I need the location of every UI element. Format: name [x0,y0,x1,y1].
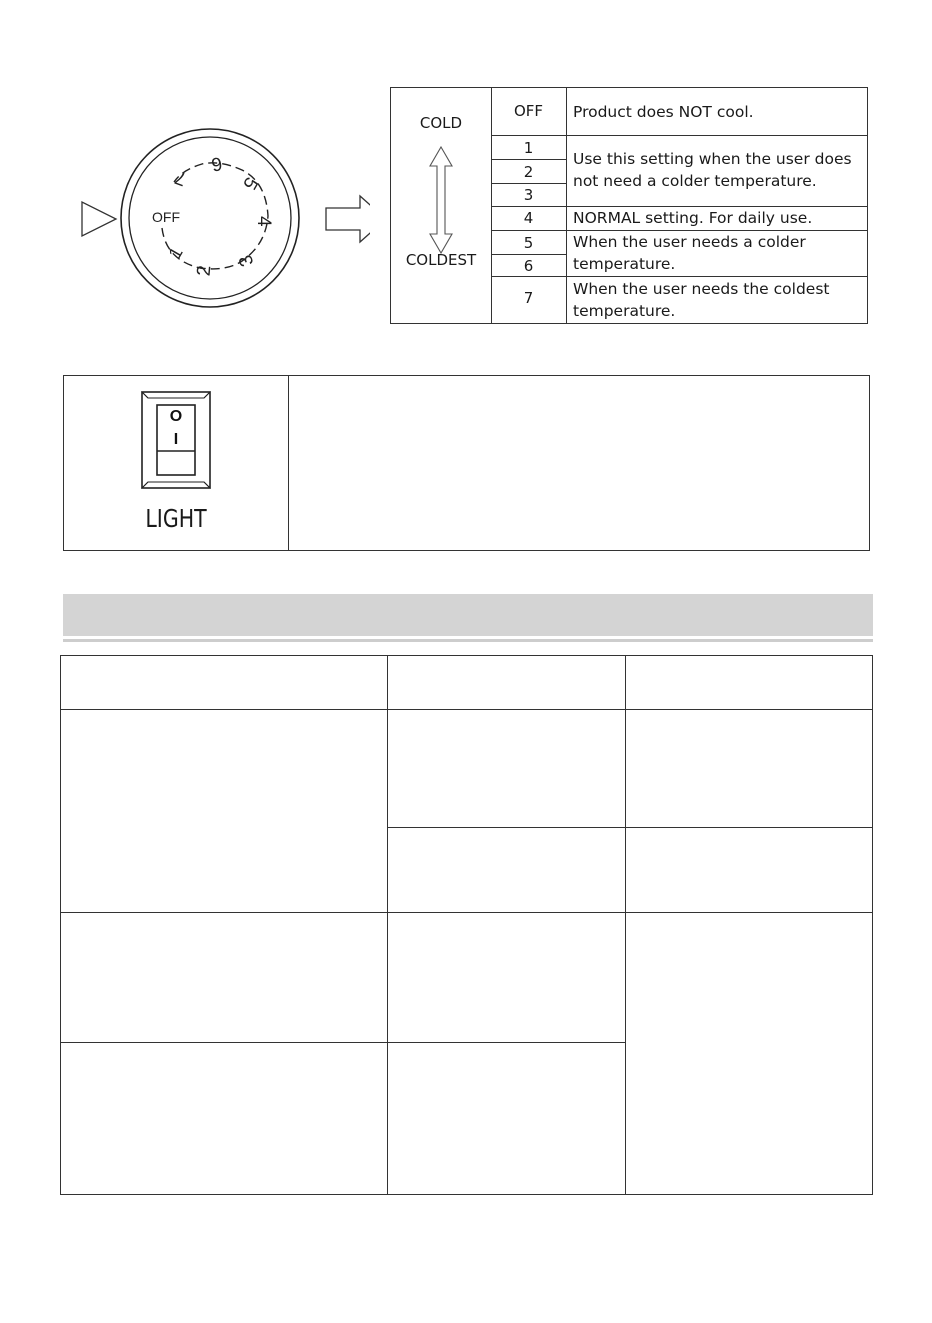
pointer-triangle-icon [82,202,116,236]
dial-label-3: 3 [235,251,259,270]
section-header-underline [63,639,873,642]
row-separator [491,276,867,277]
table-row-separator [61,912,872,913]
setting-number: 6 [523,257,534,275]
setting-number: 1 [523,139,534,157]
empty-info-table [60,655,873,1195]
row-separator [491,183,566,184]
panel-divider [288,376,289,550]
table-row-separator [61,1042,625,1043]
temperature-settings-table [390,87,868,324]
light-rocker-switch[interactable] [141,391,211,491]
setting-number: 7 [523,289,534,307]
setting-number: OFF [513,102,544,120]
switch-off-symbol: O [169,408,183,425]
setting-number: 3 [523,186,534,204]
table-row-separator [61,709,872,710]
setting-description: When the user needs a colder temperature. [573,233,806,273]
dial-label-1: 1 [164,243,187,263]
dial-label-7: 7 [172,166,190,190]
row-separator [491,159,566,160]
row-separator [491,254,566,255]
section-header-band [63,594,873,636]
setting-number: 5 [523,234,534,252]
light-label: LIGHT [145,504,207,533]
setting-description: Use this setting when the user does not need a colder temperature. [573,150,852,190]
row-separator [491,135,867,136]
dial-label-6: 6 [209,152,224,175]
temperature-dial[interactable] [70,120,370,320]
setting-number: 2 [523,163,534,181]
setting-description: Product does NOT cool. [573,103,754,121]
coldest-label: COLDEST [405,251,477,269]
setting-description: NORMAL setting. For daily use. [573,209,813,227]
table-row-separator [387,827,872,828]
setting-description: When the user needs the coldest temperature. [573,280,830,320]
table-divider [625,656,626,1194]
dial-label-4: 4 [253,216,274,227]
light-switch-panel [63,375,870,551]
cold-label: COLD [419,114,463,132]
cold-coldest-double-arrow-icon [429,146,453,254]
dial-label-2: 2 [193,264,216,277]
table-divider [387,656,388,1194]
switch-on-symbol: I [173,431,179,448]
dial-to-table-arrow-icon [326,196,370,242]
dial-label-5: 5 [238,173,262,193]
dial-label-off: OFF [152,209,180,225]
setting-number: 4 [523,209,534,227]
